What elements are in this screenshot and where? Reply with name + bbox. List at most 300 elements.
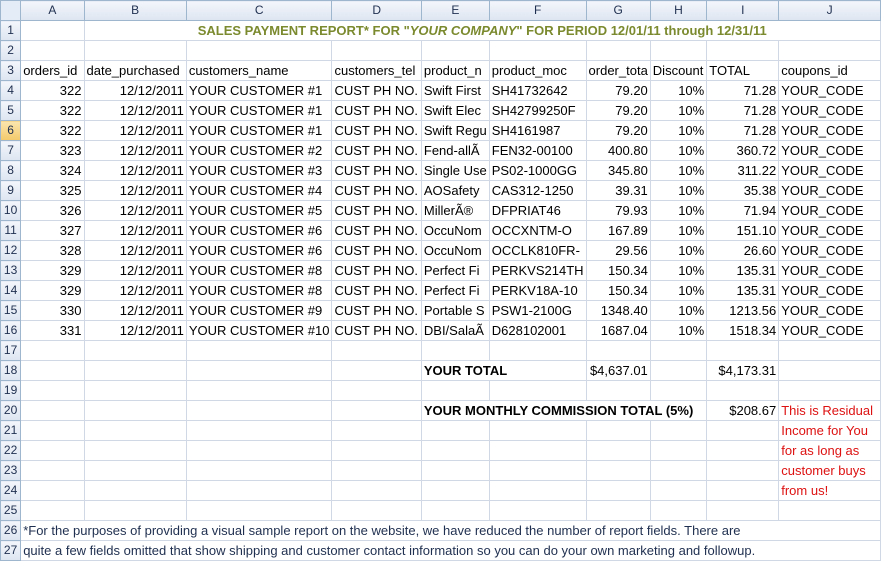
empty-cell[interactable] (186, 501, 332, 521)
empty-cell[interactable] (21, 501, 84, 521)
data-cell[interactable]: YOUR CUSTOMER #3 (186, 161, 332, 181)
empty-cell[interactable] (332, 481, 421, 501)
data-cell[interactable]: YOUR_CODE (779, 101, 881, 121)
empty-cell[interactable] (21, 41, 84, 61)
column-header-b[interactable]: B (84, 1, 186, 21)
data-cell[interactable]: 12/12/2011 (84, 301, 186, 321)
data-cell[interactable]: YOUR_CODE (779, 301, 881, 321)
column-header-f[interactable]: F (489, 1, 586, 21)
data-cell[interactable]: 325 (21, 181, 84, 201)
data-cell[interactable]: 135.31 (707, 261, 779, 281)
empty-cell[interactable] (332, 441, 421, 461)
data-cell[interactable]: 360.72 (707, 141, 779, 161)
data-cell[interactable]: YOUR_CODE (779, 121, 881, 141)
data-cell[interactable]: 1213.56 (707, 301, 779, 321)
column-field-header[interactable]: coupons_id (779, 61, 881, 81)
empty-cell[interactable] (650, 421, 706, 441)
empty-cell[interactable] (421, 501, 489, 521)
data-cell[interactable]: 10% (650, 121, 706, 141)
empty-cell[interactable] (332, 41, 421, 61)
column-field-header[interactable]: date_purchased (84, 61, 186, 81)
empty-cell[interactable] (84, 501, 186, 521)
data-cell[interactable]: 71.94 (707, 201, 779, 221)
data-cell[interactable]: PS02-1000GG (489, 161, 586, 181)
empty-cell[interactable] (84, 421, 186, 441)
row-header-2[interactable]: 2 (1, 41, 21, 61)
empty-cell[interactable] (84, 381, 186, 401)
data-cell[interactable]: YOUR CUSTOMER #4 (186, 181, 332, 201)
data-cell[interactable]: 10% (650, 101, 706, 121)
data-cell[interactable]: 12/12/2011 (84, 101, 186, 121)
row-header-18[interactable]: 18 (1, 361, 21, 381)
empty-cell[interactable] (489, 501, 586, 521)
column-field-header[interactable]: Discount (650, 61, 706, 81)
empty-cell[interactable] (650, 361, 706, 381)
empty-cell[interactable] (586, 341, 650, 361)
data-cell[interactable]: YOUR CUSTOMER #8 (186, 261, 332, 281)
empty-cell[interactable] (779, 41, 881, 61)
data-cell[interactable]: YOUR CUSTOMER #1 (186, 121, 332, 141)
data-cell[interactable]: Perfect Fi (421, 281, 489, 301)
empty-cell[interactable] (489, 481, 586, 501)
sheet-row (1, 21, 881, 41)
data-cell[interactable]: 12/12/2011 (84, 221, 186, 241)
data-cell[interactable]: YOUR_CODE (779, 241, 881, 261)
data-cell[interactable]: CUST PH NO. (332, 81, 421, 101)
empty-cell[interactable] (332, 421, 421, 441)
data-cell[interactable]: 150.34 (586, 261, 650, 281)
empty-cell[interactable] (21, 481, 84, 501)
empty-cell[interactable] (707, 341, 779, 361)
data-cell[interactable]: FEN32-00100 (489, 141, 586, 161)
data-cell[interactable]: YOUR CUSTOMER #1 (186, 81, 332, 101)
data-cell[interactable]: YOUR CUSTOMER #10 (186, 321, 332, 341)
sheet-row (1, 201, 881, 221)
empty-cell[interactable] (650, 481, 706, 501)
empty-cell[interactable] (779, 381, 881, 401)
empty-cell[interactable] (21, 21, 84, 41)
residual-note-line[interactable]: customer buys (779, 461, 881, 481)
empty-cell[interactable] (586, 381, 650, 401)
data-cell[interactable]: 12/12/2011 (84, 181, 186, 201)
data-cell[interactable]: CUST PH NO. (332, 121, 421, 141)
data-cell[interactable]: CUST PH NO. (332, 141, 421, 161)
data-cell[interactable]: 79.20 (586, 101, 650, 121)
data-cell[interactable]: CUST PH NO. (332, 101, 421, 121)
empty-cell[interactable] (421, 461, 489, 481)
row-header-4[interactable]: 4 (1, 81, 21, 101)
empty-cell[interactable] (84, 361, 186, 381)
data-cell[interactable]: 345.80 (586, 161, 650, 181)
empty-cell[interactable] (586, 421, 650, 441)
data-cell[interactable]: D628102001 (489, 321, 586, 341)
footnote-line[interactable]: *For the purposes of providing a visual sample report on the website, we have reduced the number of report fields. There are (21, 521, 881, 541)
empty-cell[interactable] (650, 381, 706, 401)
data-cell[interactable]: 12/12/2011 (84, 81, 186, 101)
data-cell[interactable]: 10% (650, 161, 706, 181)
empty-cell[interactable] (650, 341, 706, 361)
data-cell[interactable]: 167.89 (586, 221, 650, 241)
data-cell[interactable]: AOSafety (421, 181, 489, 201)
column-field-header[interactable]: order_tota (586, 61, 650, 81)
empty-cell[interactable] (84, 41, 186, 61)
row-header-1[interactable]: 1 (1, 21, 21, 41)
empty-cell[interactable] (779, 341, 881, 361)
empty-cell[interactable] (586, 481, 650, 501)
empty-cell[interactable] (84, 341, 186, 361)
data-cell[interactable]: YOUR_CODE (779, 201, 881, 221)
empty-cell[interactable] (84, 401, 186, 421)
column-field-header[interactable]: product_moc (489, 61, 586, 81)
column-header-e[interactable]: E (421, 1, 489, 21)
data-cell[interactable]: 71.28 (707, 81, 779, 101)
data-cell[interactable]: 10% (650, 261, 706, 281)
empty-cell[interactable] (21, 381, 84, 401)
data-cell[interactable]: Fend-allÃ (421, 141, 489, 161)
data-cell[interactable]: CUST PH NO. (332, 181, 421, 201)
data-cell[interactable]: PERKVS214TH (489, 261, 586, 281)
data-cell[interactable]: 71.28 (707, 101, 779, 121)
sheet-row (1, 461, 881, 481)
data-cell[interactable]: CUST PH NO. (332, 201, 421, 221)
row-header-17[interactable]: 17 (1, 341, 21, 361)
residual-note-line[interactable]: for as long as (779, 441, 881, 461)
sheet-row (1, 61, 881, 81)
sheet-row (1, 441, 881, 461)
row-header-27[interactable]: 27 (1, 541, 21, 561)
column-field-header[interactable]: TOTAL (707, 61, 779, 81)
data-cell[interactable]: 400.80 (586, 141, 650, 161)
empty-cell[interactable] (186, 41, 332, 61)
row-header-23[interactable]: 23 (1, 461, 21, 481)
sheet-row (1, 481, 881, 501)
row-header-8[interactable]: 8 (1, 161, 21, 181)
empty-cell[interactable] (707, 381, 779, 401)
column-field-header[interactable]: customers_name (186, 61, 332, 81)
row-header-12[interactable]: 12 (1, 241, 21, 261)
data-cell[interactable]: 331 (21, 321, 84, 341)
data-cell[interactable]: 330 (21, 301, 84, 321)
data-cell[interactable]: 328 (21, 241, 84, 261)
data-cell[interactable]: PSW1-2100G (489, 301, 586, 321)
data-cell[interactable]: 135.31 (707, 281, 779, 301)
data-cell[interactable]: 12/12/2011 (84, 161, 186, 181)
data-cell[interactable]: 329 (21, 281, 84, 301)
data-cell[interactable]: Portable S (421, 301, 489, 321)
empty-cell[interactable] (186, 381, 332, 401)
sheet-row (1, 381, 881, 401)
title-company: YOUR COMPANY (409, 23, 517, 38)
sheet-row (1, 521, 881, 541)
total-sum[interactable]: $4,173.31 (707, 361, 779, 381)
empty-cell[interactable] (489, 421, 586, 441)
data-cell[interactable]: OCCLK810FR- (489, 241, 586, 261)
commission-label[interactable]: YOUR MONTHLY COMMISSION TOTAL (5%) (421, 401, 706, 421)
data-cell[interactable]: CUST PH NO. (332, 301, 421, 321)
data-cell[interactable]: CUST PH NO. (332, 261, 421, 281)
data-cell[interactable]: 10% (650, 241, 706, 261)
empty-cell[interactable] (21, 421, 84, 441)
empty-cell[interactable] (84, 481, 186, 501)
data-cell[interactable]: YOUR CUSTOMER #8 (186, 281, 332, 301)
row-header-5[interactable]: 5 (1, 101, 21, 121)
data-cell[interactable]: 10% (650, 301, 706, 321)
residual-note-line[interactable]: This is Residual (779, 401, 881, 421)
data-cell[interactable]: CAS312-1250 (489, 181, 586, 201)
row-header-13[interactable]: 13 (1, 261, 21, 281)
data-cell[interactable]: YOUR_CODE (779, 281, 881, 301)
empty-cell[interactable] (186, 361, 332, 381)
data-cell[interactable]: YOUR CUSTOMER #6 (186, 221, 332, 241)
empty-cell[interactable] (84, 441, 186, 461)
data-cell[interactable]: 322 (21, 81, 84, 101)
your-total-label[interactable]: YOUR TOTAL (421, 361, 586, 381)
data-cell[interactable]: SH41732642 (489, 81, 586, 101)
column-header-d[interactable]: D (332, 1, 421, 21)
report-title[interactable] (84, 21, 881, 41)
data-cell[interactable]: CUST PH NO. (332, 221, 421, 241)
data-cell[interactable]: 327 (21, 221, 84, 241)
sheet-row (1, 81, 881, 101)
empty-cell[interactable] (186, 401, 332, 421)
sheet-row (1, 181, 881, 201)
column-header-i[interactable]: I (707, 1, 779, 21)
empty-cell[interactable] (489, 381, 586, 401)
empty-cell[interactable] (586, 461, 650, 481)
row-header-15[interactable]: 15 (1, 301, 21, 321)
data-cell[interactable]: YOUR CUSTOMER #9 (186, 301, 332, 321)
data-cell[interactable]: 79.20 (586, 81, 650, 101)
empty-cell[interactable] (707, 501, 779, 521)
column-header-a[interactable]: A (21, 1, 84, 21)
row-header-22[interactable]: 22 (1, 441, 21, 461)
data-cell[interactable]: 150.34 (586, 281, 650, 301)
data-cell[interactable]: SH4161987 (489, 121, 586, 141)
empty-cell[interactable] (779, 501, 881, 521)
data-cell[interactable]: YOUR CUSTOMER #2 (186, 141, 332, 161)
data-cell[interactable]: 326 (21, 201, 84, 221)
sheet-row (1, 141, 881, 161)
data-cell[interactable]: 12/12/2011 (84, 121, 186, 141)
empty-cell[interactable] (489, 461, 586, 481)
data-cell[interactable]: 323 (21, 141, 84, 161)
empty-cell[interactable] (186, 481, 332, 501)
data-cell[interactable]: 12/12/2011 (84, 281, 186, 301)
data-cell[interactable]: YOUR_CODE (779, 321, 881, 341)
empty-cell[interactable] (421, 481, 489, 501)
data-cell[interactable]: Single Use (421, 161, 489, 181)
data-cell[interactable]: 322 (21, 101, 84, 121)
empty-cell[interactable] (332, 501, 421, 521)
data-cell[interactable]: YOUR CUSTOMER #1 (186, 101, 332, 121)
data-cell[interactable]: 1687.04 (586, 321, 650, 341)
empty-cell[interactable] (421, 381, 489, 401)
empty-cell[interactable] (332, 341, 421, 361)
empty-cell[interactable] (421, 341, 489, 361)
data-cell[interactable]: 10% (650, 181, 706, 201)
column-header-j[interactable]: J (779, 1, 881, 21)
empty-cell[interactable] (586, 501, 650, 521)
data-cell[interactable]: YOUR_CODE (779, 261, 881, 281)
empty-cell[interactable] (650, 441, 706, 461)
data-cell[interactable]: 79.93 (586, 201, 650, 221)
data-cell[interactable]: 39.31 (586, 181, 650, 201)
empty-cell[interactable] (650, 501, 706, 521)
row-header-9[interactable]: 9 (1, 181, 21, 201)
empty-cell[interactable] (186, 441, 332, 461)
data-cell[interactable]: 322 (21, 121, 84, 141)
empty-cell[interactable] (707, 421, 779, 441)
empty-cell[interactable] (707, 461, 779, 481)
data-cell[interactable]: CUST PH NO. (332, 321, 421, 341)
sheet-row (1, 541, 881, 561)
data-cell[interactable]: OCCXNTM-O (489, 221, 586, 241)
sheet-row (1, 361, 881, 381)
data-cell[interactable]: OccuNom (421, 241, 489, 261)
row-header-3[interactable]: 3 (1, 61, 21, 81)
empty-cell[interactable] (186, 421, 332, 441)
empty-cell[interactable] (707, 441, 779, 461)
data-cell[interactable]: DBI/SalaÃ (421, 321, 489, 341)
empty-cell[interactable] (586, 41, 650, 61)
data-cell[interactable]: Swift First (421, 81, 489, 101)
column-header-g[interactable]: G (586, 1, 650, 21)
empty-cell[interactable] (489, 441, 586, 461)
data-cell[interactable]: Swift Regu (421, 121, 489, 141)
data-cell[interactable]: YOUR_CODE (779, 181, 881, 201)
empty-cell[interactable] (650, 41, 706, 61)
empty-cell[interactable] (21, 341, 84, 361)
row-header-20[interactable]: 20 (1, 401, 21, 421)
data-cell[interactable]: 12/12/2011 (84, 321, 186, 341)
empty-cell[interactable] (489, 341, 586, 361)
empty-cell[interactable] (779, 361, 881, 381)
data-cell[interactable]: 10% (650, 141, 706, 161)
commission-value[interactable]: $208.67 (707, 401, 779, 421)
data-cell[interactable]: 329 (21, 261, 84, 281)
data-cell[interactable]: OccuNom (421, 221, 489, 241)
data-cell[interactable]: 35.38 (707, 181, 779, 201)
row-header-14[interactable]: 14 (1, 281, 21, 301)
data-cell[interactable]: 12/12/2011 (84, 141, 186, 161)
column-header-h[interactable]: H (650, 1, 706, 21)
empty-cell[interactable] (586, 441, 650, 461)
data-cell[interactable]: 10% (650, 201, 706, 221)
empty-cell[interactable] (84, 461, 186, 481)
data-cell[interactable]: 151.10 (707, 221, 779, 241)
empty-cell[interactable] (421, 421, 489, 441)
row-header-26[interactable]: 26 (1, 521, 21, 541)
data-cell[interactable]: 12/12/2011 (84, 201, 186, 221)
column-field-header[interactable]: orders_id (21, 61, 84, 81)
row-header-6[interactable]: 6 (1, 121, 21, 141)
empty-cell[interactable] (21, 401, 84, 421)
column-field-header[interactable]: product_n (421, 61, 489, 81)
empty-cell[interactable] (186, 461, 332, 481)
data-cell[interactable]: CUST PH NO. (332, 281, 421, 301)
data-cell[interactable]: 12/12/2011 (84, 261, 186, 281)
footnote-line[interactable]: quite a few fields omitted that show shipping and customer contact information so you can do your own marketing and followup. (21, 541, 881, 561)
data-cell[interactable]: 1348.40 (586, 301, 650, 321)
data-cell[interactable]: YOUR CUSTOMER #5 (186, 201, 332, 221)
data-cell[interactable]: 12/12/2011 (84, 241, 186, 261)
empty-cell[interactable] (650, 461, 706, 481)
column-header-c[interactable]: C (186, 1, 332, 21)
row-header-16[interactable]: 16 (1, 321, 21, 341)
sheet-row (1, 421, 881, 441)
sheet-row (1, 101, 881, 121)
data-cell[interactable]: 26.60 (707, 241, 779, 261)
empty-cell[interactable] (421, 41, 489, 61)
data-cell[interactable]: 71.28 (707, 121, 779, 141)
data-cell[interactable]: PERKV18A-10 (489, 281, 586, 301)
data-cell[interactable]: 324 (21, 161, 84, 181)
data-cell[interactable]: YOUR_CODE (779, 161, 881, 181)
sheet-row (1, 501, 881, 521)
data-cell[interactable]: 79.20 (586, 121, 650, 141)
data-cell[interactable]: 29.56 (586, 241, 650, 261)
data-cell[interactable]: 10% (650, 81, 706, 101)
residual-note-line[interactable]: from us! (779, 481, 881, 501)
data-cell[interactable]: SH42799250F (489, 101, 586, 121)
data-cell[interactable]: Swift Elec (421, 101, 489, 121)
data-cell[interactable]: CUST PH NO. (332, 161, 421, 181)
data-cell[interactable]: CUST PH NO. (332, 241, 421, 261)
data-cell[interactable]: 10% (650, 221, 706, 241)
column-field-header[interactable]: customers_tel (332, 61, 421, 81)
data-cell[interactable]: YOUR_CODE (779, 81, 881, 101)
data-cell[interactable]: 10% (650, 281, 706, 301)
row-header-7[interactable]: 7 (1, 141, 21, 161)
empty-cell[interactable] (332, 401, 421, 421)
sheet-row (1, 281, 881, 301)
empty-cell[interactable] (707, 41, 779, 61)
row-header-11[interactable]: 11 (1, 221, 21, 241)
data-cell[interactable]: 1518.34 (707, 321, 779, 341)
empty-cell[interactable] (186, 341, 332, 361)
empty-cell[interactable] (332, 381, 421, 401)
sheet-row (1, 261, 881, 281)
data-cell[interactable]: 10% (650, 321, 706, 341)
residual-note-line[interactable]: Income for You (779, 421, 881, 441)
row-header-10[interactable]: 10 (1, 201, 21, 221)
row-header-19[interactable]: 19 (1, 381, 21, 401)
empty-cell[interactable] (421, 441, 489, 461)
data-cell[interactable]: MillerÃ® (421, 201, 489, 221)
empty-cell[interactable] (489, 41, 586, 61)
row-header-24[interactable]: 24 (1, 481, 21, 501)
empty-cell[interactable] (21, 461, 84, 481)
order-total-sum[interactable]: $4,637.01 (586, 361, 650, 381)
row-header-25[interactable]: 25 (1, 501, 21, 521)
sheet-row (1, 321, 881, 341)
empty-cell[interactable] (332, 361, 421, 381)
sheet-row (1, 401, 881, 421)
empty-cell[interactable] (21, 361, 84, 381)
sheet-row (1, 121, 881, 141)
empty-cell[interactable] (332, 461, 421, 481)
data-cell[interactable]: 311.22 (707, 161, 779, 181)
data-cell[interactable]: YOUR_CODE (779, 141, 881, 161)
select-all-corner[interactable] (1, 1, 21, 21)
empty-cell[interactable] (21, 441, 84, 461)
data-cell[interactable]: DFPRIAT46 (489, 201, 586, 221)
empty-cell[interactable] (707, 481, 779, 501)
row-header-21[interactable]: 21 (1, 421, 21, 441)
data-cell[interactable]: YOUR CUSTOMER #6 (186, 241, 332, 261)
data-cell[interactable]: Perfect Fi (421, 261, 489, 281)
data-cell[interactable]: YOUR_CODE (779, 221, 881, 241)
